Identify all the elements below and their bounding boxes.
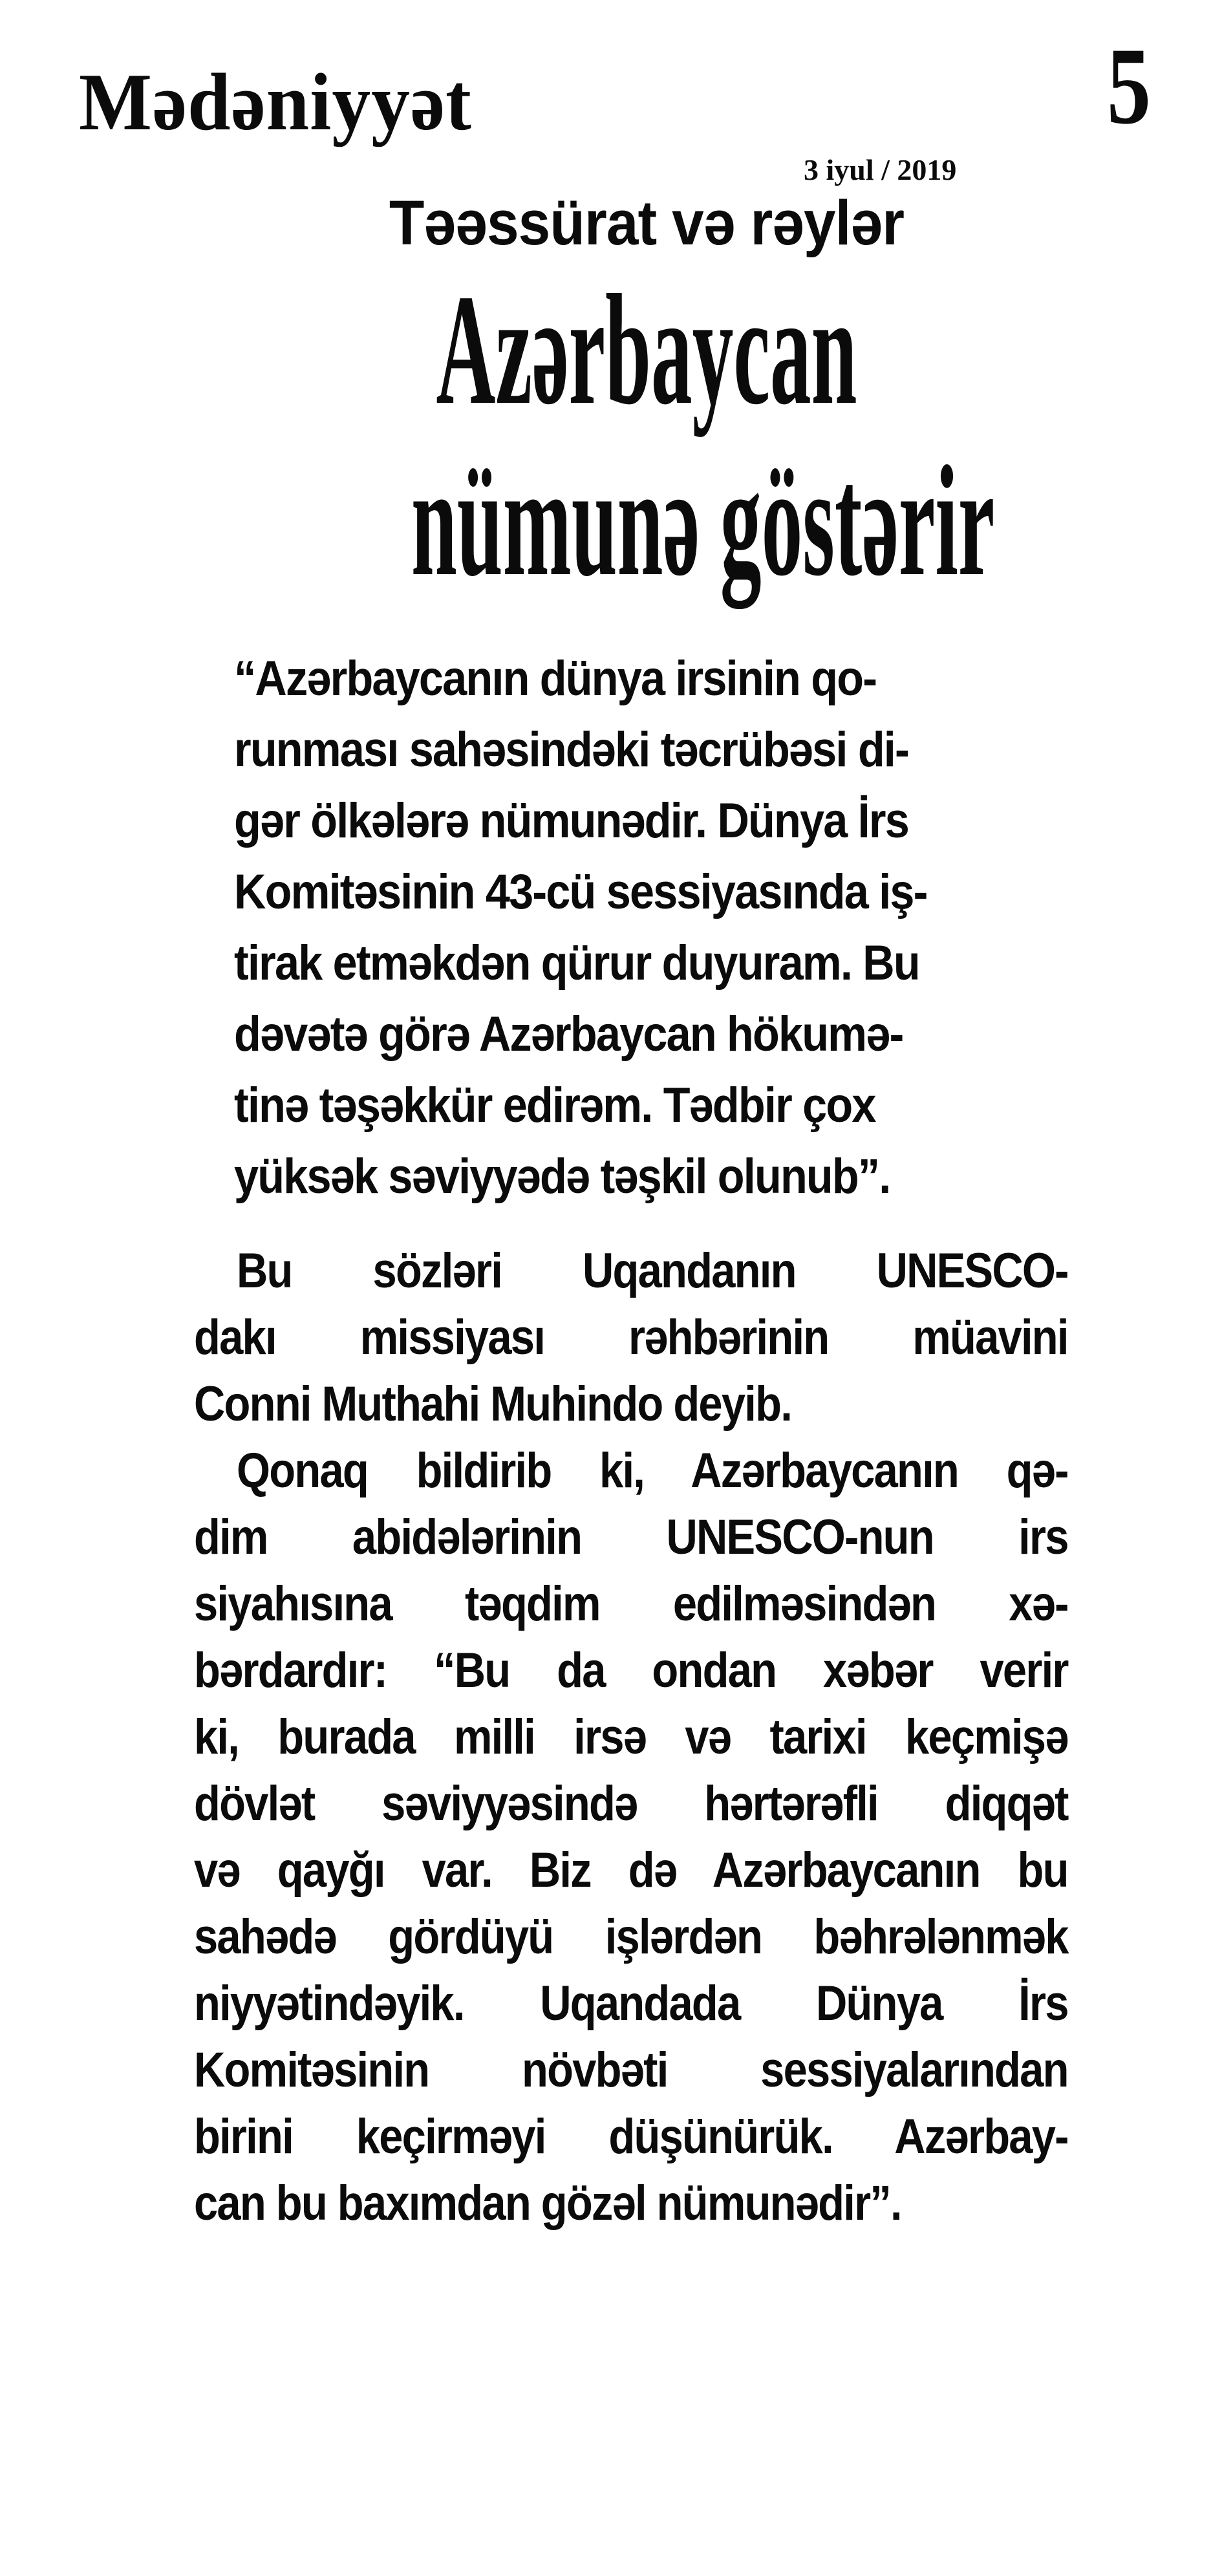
- text-line: sahədə gördüyü işlərdən bəhrələnmək: [194, 1909, 1068, 1964]
- text-line: tinə təşəkkür edirəm. Tədbir çox: [234, 1078, 875, 1133]
- text-line: tirak etməkdən qürur duyuram. Bu: [234, 936, 919, 991]
- text-line: niyyətindəyik. Uqandada Dünya İrs: [194, 1976, 1068, 2031]
- text-line: birini keçirməyi düşünürük. Azərbay-: [194, 2109, 1068, 2164]
- text-line: Komitəsinin 43-cü sessiyasında iş-: [234, 864, 927, 919]
- text-line: can bu baxımdan gözəl nümunədir”.: [194, 2176, 901, 2231]
- headline: [194, 264, 1099, 606]
- text-line: yüksək səviyyədə təşkil olunub”.: [234, 1149, 890, 1204]
- text-line: Komitəsinin növbəti sessiyalarından: [194, 2043, 1068, 2098]
- masthead-title: Mədəniyyət: [79, 58, 472, 147]
- pull-quote: [234, 643, 1078, 1212]
- issue-date: 3 iyul / 2019: [804, 153, 957, 186]
- text-line: siyahısına təqdim edilməsindən xə-: [194, 1576, 1068, 1631]
- headline-line-1: Azərbaycan: [436, 262, 857, 437]
- text-line: runması sahəsindəki təcrübəsi di-: [234, 722, 908, 777]
- page-number: 5: [1107, 25, 1151, 147]
- text-line: Conni Muthahi Muhindo deyib.: [194, 1377, 792, 1432]
- text-line: gər ölkələrə nümunədir. Dünya İrs: [234, 793, 908, 848]
- text-line: dim abidələrinin UNESCO-nun irs: [194, 1510, 1068, 1565]
- text-line: dövlət səviyyəsində hərtərəfli diqqət: [194, 1776, 1068, 1831]
- text-line: Qonaq bildirib ki, Azərbaycanın qə-: [237, 1443, 1068, 1498]
- text-line: və qayğı var. Biz də Azərbaycanın bu: [194, 1843, 1068, 1898]
- text-line: ki, burada milli irsə və tarixi keçmişə: [194, 1710, 1068, 1765]
- text-line: “Azərbaycanın dünya irsinin qo-: [234, 651, 877, 706]
- text-line: bərdardır: “Bu da ondan xəbər verir: [194, 1643, 1068, 1698]
- text-line: Bu sözləri Uqandanın UNESCO-: [237, 1243, 1068, 1298]
- text-line: dəvətə görə Azərbaycan hökumə-: [234, 1007, 903, 1062]
- kicker: Təəssürat və rəylər: [389, 188, 905, 258]
- article-body: [194, 1238, 1068, 2237]
- text-line: dakı missiyası rəhbərinin müavini: [194, 1310, 1068, 1365]
- headline-line-2: nümunə göstərir: [411, 433, 995, 608]
